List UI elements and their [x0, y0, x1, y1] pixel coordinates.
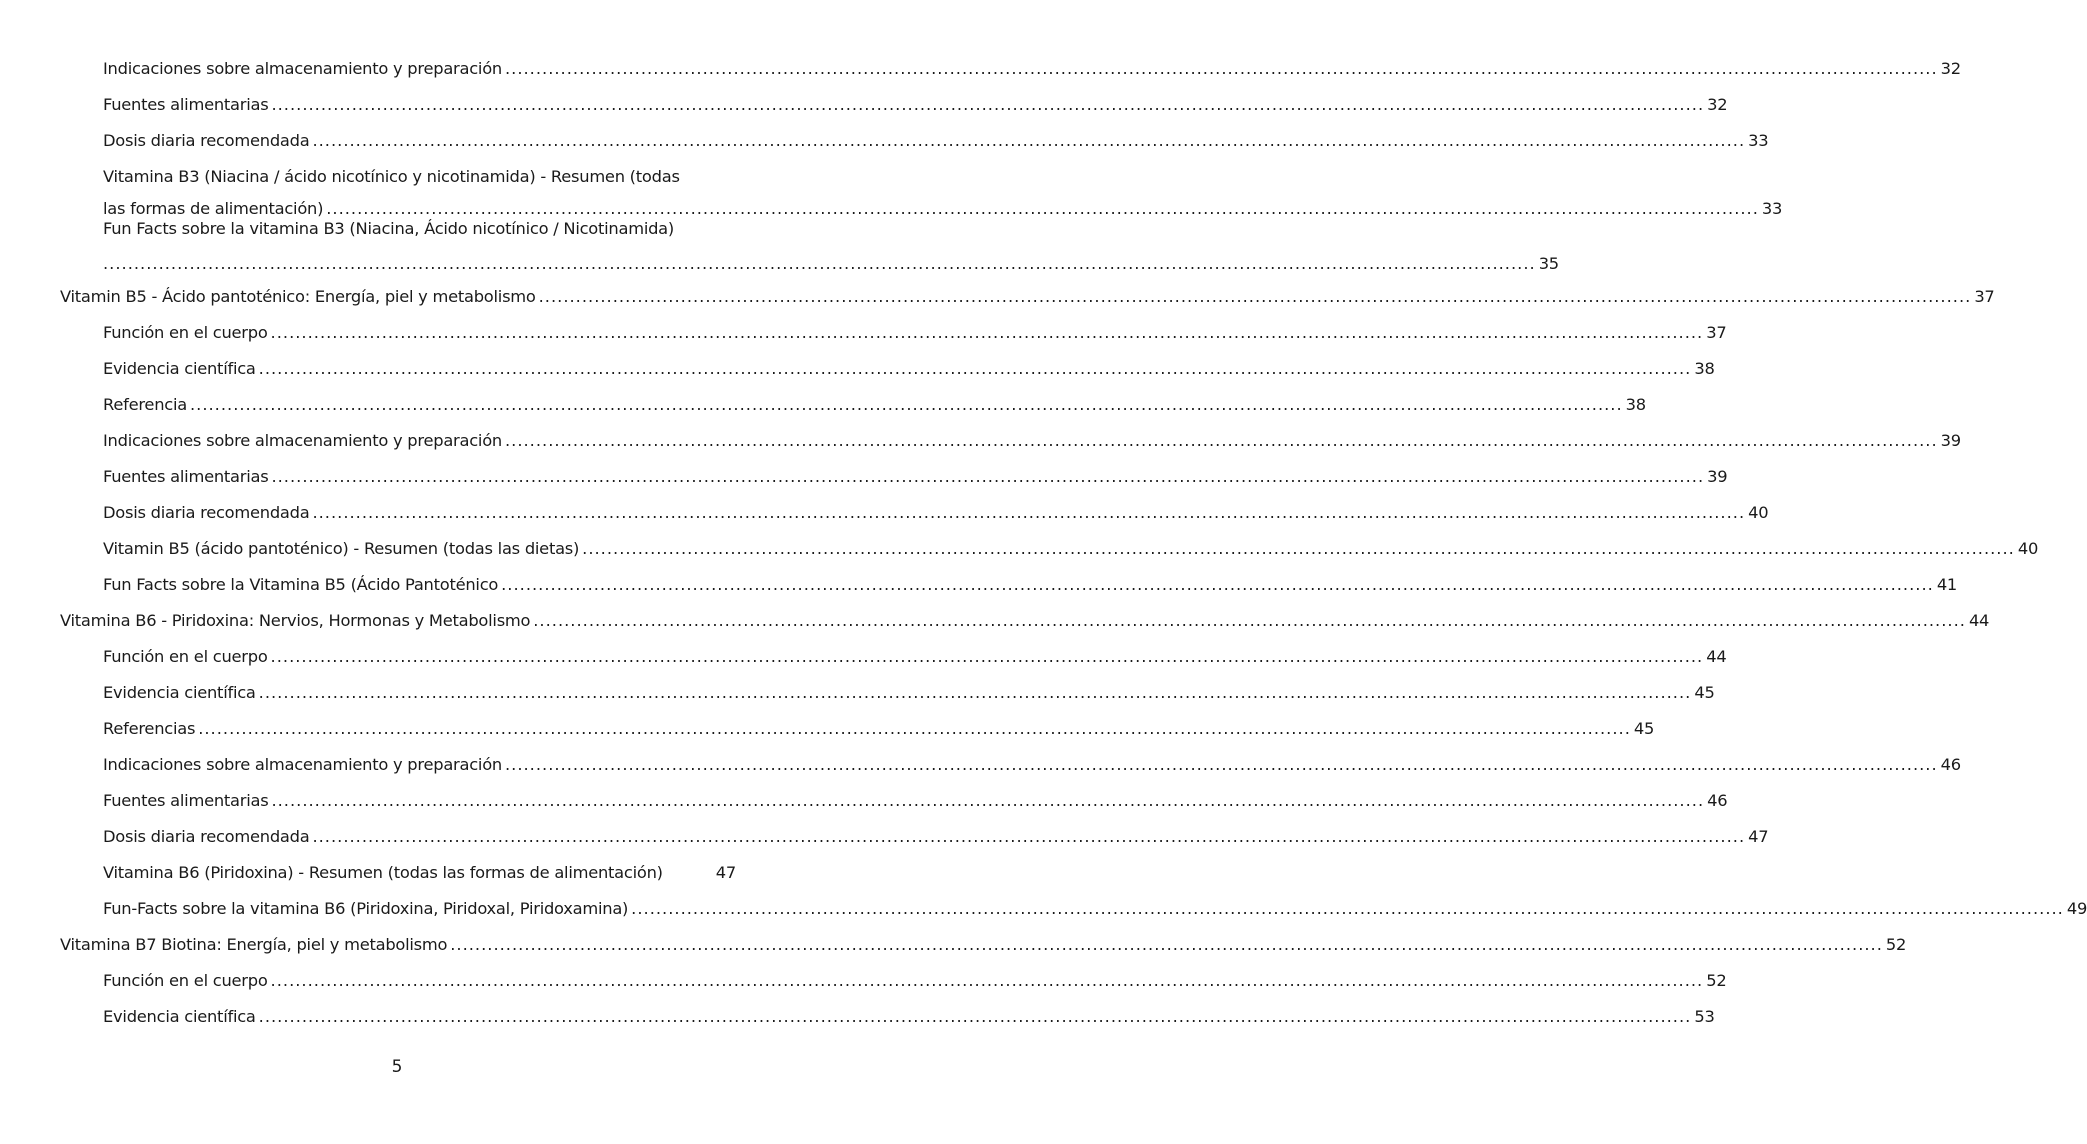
toc-entry-row	[103, 645, 1727, 669]
toc-section-entry[interactable]	[103, 645, 1727, 669]
toc-entry-row	[60, 933, 1907, 957]
toc-entry-title: Fun Facts sobre la Vitamina B5 (Ácido Pantoténico	[103, 575, 499, 594]
toc-entry-row	[103, 357, 1715, 381]
toc-page-number: 47	[715, 863, 736, 882]
dot-leader	[198, 717, 1631, 741]
toc-entry-title: Evidencia científica	[103, 683, 256, 702]
toc-page-number: 40	[2017, 539, 2039, 558]
dot-leader	[271, 789, 1704, 813]
toc-entry-row	[103, 129, 1769, 153]
toc-section-entry[interactable]	[103, 717, 1655, 741]
toc-chapter-entry[interactable]	[60, 609, 1990, 633]
dot-leader	[582, 537, 2015, 561]
toc-entry-row	[103, 1005, 1715, 1029]
dot-leader	[271, 321, 1704, 345]
toc-section-entry[interactable]	[103, 57, 1961, 81]
toc-page-number: 38	[1694, 359, 1715, 378]
toc-section-entry[interactable]	[103, 681, 1715, 705]
toc-entry-title: Indicaciones sobre almacenamiento y preparación	[103, 755, 502, 774]
dot-leader	[190, 393, 1623, 417]
toc-page-number: 39	[1707, 467, 1728, 486]
toc-entry-title: Evidencia científica	[103, 359, 256, 378]
toc-page-number: 46	[1707, 791, 1728, 810]
toc-page-number: 33	[1748, 131, 1769, 150]
toc-entry-title: Fuentes alimentarias	[103, 467, 269, 486]
toc-entry-title: Vitamina B7 Biotina: Energía, piel y metabolismo	[60, 935, 448, 954]
toc-section-entry[interactable]	[103, 825, 1769, 849]
toc-entry-row	[103, 57, 1961, 81]
dot-leader	[259, 681, 1692, 705]
toc-page-number: 53	[1694, 1007, 1715, 1026]
toc-section-entry[interactable]	[103, 465, 1728, 489]
dot-leader	[505, 57, 1938, 81]
toc-entry-row	[103, 573, 1958, 597]
dot-leader	[505, 429, 1938, 453]
toc-entry-title: Fun-Facts sobre la vitamina B6 (Piridoxina, Piridoxal, Piridoxamina)	[103, 899, 629, 918]
toc-entry-title: Función en el cuerpo	[103, 971, 268, 990]
toc-section-entry[interactable]	[103, 321, 1727, 345]
toc-entry-title: Referencias	[103, 719, 196, 738]
toc-entry-title: Vitamin B5 (ácido pantoténico) - Resumen (todas las dietas)	[103, 539, 580, 558]
toc-entry-title: las formas de alimentación)	[103, 199, 324, 218]
dot-leader	[271, 465, 1704, 489]
toc-section-entry[interactable]	[103, 165, 1783, 221]
toc-page-number: 33	[1761, 199, 1783, 218]
toc-entry-title: Referencia	[103, 395, 187, 414]
toc-entry-row	[60, 609, 1990, 633]
toc-entry-row	[103, 969, 1727, 993]
toc-entry-row	[103, 393, 1646, 417]
toc-page-number: 45	[1633, 719, 1655, 738]
toc-page-number: 32	[1940, 59, 1961, 78]
dot-leader	[505, 753, 1938, 777]
toc-section-entry[interactable]	[103, 357, 1715, 381]
toc-entry-row	[103, 861, 736, 885]
dot-leader	[271, 969, 1704, 993]
toc-entry-title: Función en el cuerpo	[103, 647, 268, 666]
toc-page-number: 38	[1625, 395, 1646, 414]
toc-page-number: 49	[2066, 899, 2087, 918]
toc-page-number: 44	[1706, 647, 1727, 666]
toc-section-entry[interactable]	[103, 537, 2039, 561]
toc-entry-row	[103, 681, 1715, 705]
toc-chapter-entry[interactable]	[60, 933, 1907, 957]
dot-leader	[312, 825, 1745, 849]
toc-entry-title: Dosis diaria recomendada	[103, 827, 310, 846]
dot-leader	[103, 252, 1536, 276]
toc-section-entry[interactable]	[103, 429, 1961, 453]
toc-entry-title: Función en el cuerpo	[103, 323, 268, 342]
dot-leader	[312, 129, 1745, 153]
toc-entry-row	[103, 537, 2039, 561]
toc-entry-title: Vitamina B6 - Piridoxina: Nervios, Hormonas y Metabolismo	[60, 611, 531, 630]
toc-chapter-entry[interactable]	[60, 285, 1995, 309]
toc-section-entry[interactable]	[103, 969, 1727, 993]
toc-page-number: 35	[1538, 254, 1559, 273]
dot-leader	[312, 501, 1745, 525]
toc-page-number: 52	[1885, 935, 1907, 954]
toc-entry-title: Evidencia científica	[103, 1007, 256, 1026]
dot-leader	[259, 1005, 1692, 1029]
toc-entry-title-line1: Fun Facts sobre la vitamina B3 (Niacina, Ácido nicotínico / Nicotinamida)	[103, 219, 675, 238]
toc-section-entry[interactable]	[103, 789, 1728, 813]
toc-entry-row	[103, 429, 1961, 453]
toc-entry-row	[103, 465, 1728, 489]
toc-entry-title: Dosis diaria recomendada	[103, 131, 310, 150]
toc-page-number: 39	[1940, 431, 1961, 450]
toc-section-entry[interactable]	[103, 93, 1728, 117]
toc-page-number: 32	[1707, 95, 1728, 114]
dot-leader	[450, 933, 1883, 957]
toc-section-entry[interactable]	[103, 501, 1769, 525]
dot-leader	[271, 645, 1704, 669]
dot-leader	[271, 93, 1704, 117]
dot-leader	[539, 285, 1972, 309]
toc-section-entry[interactable]	[103, 861, 736, 885]
toc-entry-row	[103, 252, 1559, 276]
toc-entry-row	[103, 717, 1655, 741]
toc-entry-title-line1: Vitamina B3 (Niacina / ácido nicotínico y nicotinamida) - Resumen (todas	[103, 167, 680, 186]
dot-leader	[501, 573, 1934, 597]
toc-page-number: 46	[1940, 755, 1961, 774]
toc-entry-title: Dosis diaria recomendada	[103, 503, 310, 522]
toc-section-entry[interactable]	[103, 217, 1559, 276]
toc-page-number: 44	[1968, 611, 1990, 630]
toc-entry-row	[103, 93, 1728, 117]
toc-entry-title: Indicaciones sobre almacenamiento y preparación	[103, 431, 502, 450]
toc-page-number: 40	[1748, 503, 1769, 522]
toc-entry-row	[60, 285, 1995, 309]
toc-entry-title: Vitamin B5 - Ácido pantoténico: Energía, piel y metabolismo	[60, 287, 536, 306]
toc-entry-row	[103, 321, 1727, 345]
toc-section-entry[interactable]	[103, 129, 1769, 153]
toc-section-entry[interactable]	[103, 1005, 1715, 1029]
toc-entry-row	[103, 897, 2087, 921]
toc-page-number: 41	[1936, 575, 1958, 594]
toc-page-number: 37	[1974, 287, 1995, 306]
toc-section-entry[interactable]	[103, 393, 1646, 417]
toc-page-number: 45	[1694, 683, 1715, 702]
dot-leader	[533, 609, 1966, 633]
page-number: 5	[391, 1057, 403, 1077]
toc-page-number: 37	[1706, 323, 1727, 342]
toc-entry-row	[103, 825, 1769, 849]
toc-section-entry[interactable]	[103, 897, 2087, 921]
toc-entry-row	[103, 753, 1961, 777]
toc-entry-row	[103, 501, 1769, 525]
toc-section-entry[interactable]	[103, 753, 1961, 777]
toc-entry-title: Fuentes alimentarias	[103, 95, 269, 114]
toc-section-entry[interactable]	[103, 573, 1958, 597]
dot-leader	[631, 897, 2064, 921]
toc-entry-title: Indicaciones sobre almacenamiento y preparación	[103, 59, 502, 78]
toc-entry-title: Fuentes alimentarias	[103, 791, 269, 810]
toc-entry-row	[103, 789, 1728, 813]
toc-page-number: 52	[1706, 971, 1727, 990]
toc-entry-title: Vitamina B6 (Piridoxina) - Resumen (todas las formas de alimentación)	[103, 863, 663, 882]
dot-leader	[259, 357, 1692, 381]
toc-page-number: 47	[1748, 827, 1769, 846]
